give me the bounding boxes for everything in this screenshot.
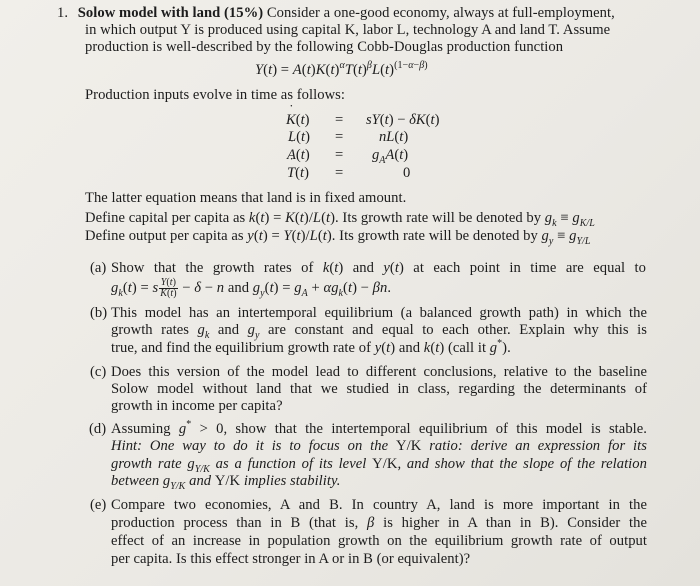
define-capital: Define capital per capita as k(t) = K(t)/L(t). Its growth rate will be denoted by $g_k \equiv g_{K/L}$ [85, 210, 595, 229]
inputs-intro: Production inputs evolve in time as follows: [85, 87, 345, 103]
equation-row-k: K ˙(t) [286, 111, 310, 129]
part-c-line-2: Solow model without land that we studied in class, regarding the determinants of [111, 381, 647, 397]
equation-rhs-l: nL(t) [379, 129, 409, 145]
part-a-line-2: $g_k(t) = s$ $\frac{Y(t)}{K(t)}$ − δ − n and $g_y(t) = g_A + \alpha g_k(t) - \beta n$. [111, 277, 392, 299]
latter-note: The latter equation means that land is in fixed amount. [85, 190, 407, 206]
problem-header-line [57, 4, 615, 22]
equation-rhs-a: $g_AA(t)$ [372, 147, 409, 166]
part-a-line-1: Show that the growth rates of k(t) and y(t) at each point in time are equal to [111, 260, 647, 276]
part-b-label: (b) [90, 305, 108, 321]
part-a-label: (a) [90, 260, 107, 276]
part-b-line-3: true, and find the equilibrium growth rate of y(t) and k(t) (call it g*). [111, 338, 511, 356]
part-d-hint-3: between $g_{Y/K}$ and Y/K implies stability. [111, 473, 341, 492]
equation-row-a: A ˙(t) [287, 146, 310, 164]
define-output: Define output per capita as y(t) = Y(t)/L(t). Its growth rate will be denoted by $g_y \equiv g_{Y/L}$ [85, 228, 591, 247]
part-b-line-1: This model has an intertemporal equilibrium (a balanced growth path) in which the [111, 305, 647, 321]
production-function: $Y(t) = A(t)K(t)^\alpha T(t)^\beta L(t)^{(1-\alpha-\beta)}$ [255, 60, 428, 78]
part-e-label: (e) [90, 497, 107, 513]
equation-eq-sign: = [335, 147, 344, 163]
problem-title: Solow model with land (15%) [77, 5, 264, 21]
part-d-hint-2: growth rate $g_{Y/K}$ as a function of its level Y/K, and show that the slope of the relation [111, 456, 647, 475]
problem-number: 1. [57, 5, 69, 21]
problem-intro-2: in which output Y is produced using capital K, labor L, technology A and land T. Assume [85, 22, 611, 38]
problem-intro-1: Consider a one-good economy, always at full-employment, [266, 5, 615, 21]
part-c-line-1: Does this version of the model lead to different conclusions, relative to the baseline [111, 364, 647, 380]
part-e-line-4: per capita. Is this effect stronger in A or in B (or equivalent)? [111, 551, 471, 567]
part-d-hint-1: Hint: One way to do it is to focus on the Y/K ratio: derive an expression for its [111, 438, 647, 454]
part-e-line-2: production process than in B (that is, β is higher in A than in B). Consider the [111, 515, 647, 531]
equation-eq-sign: = [335, 165, 344, 181]
part-c-label: (c) [90, 364, 107, 380]
equation-eq-sign: = [335, 129, 344, 145]
part-c-line-3: growth in income per capita? [111, 398, 283, 414]
equation-rhs-t: 0 [403, 165, 411, 181]
part-d-line-1: Assuming g* > 0, show that the intertemporal equilibrium of this model is stable. [111, 419, 647, 437]
part-e-line-3: effect of an increase in population growth on the equilibrium growth rate of output [111, 533, 647, 549]
problem-intro-3: production is well-described by the following Cobb-Douglas production function [85, 39, 564, 55]
equation-row-t: T ˙(t) [287, 164, 309, 182]
part-b-line-2: growth rates $g_k$ and $g_y$ are constant and equal to each other. Explain why this is [111, 322, 647, 341]
equation-rhs-k: sY(t) − δK(t) [366, 112, 440, 128]
part-d-label: (d) [89, 421, 107, 437]
equation-eq-sign: = [335, 112, 344, 128]
equation-row-l: L ˙(t) [288, 128, 310, 146]
part-e-line-1: Compare two economies, A and B. In country A, land is more important in the [111, 497, 647, 513]
